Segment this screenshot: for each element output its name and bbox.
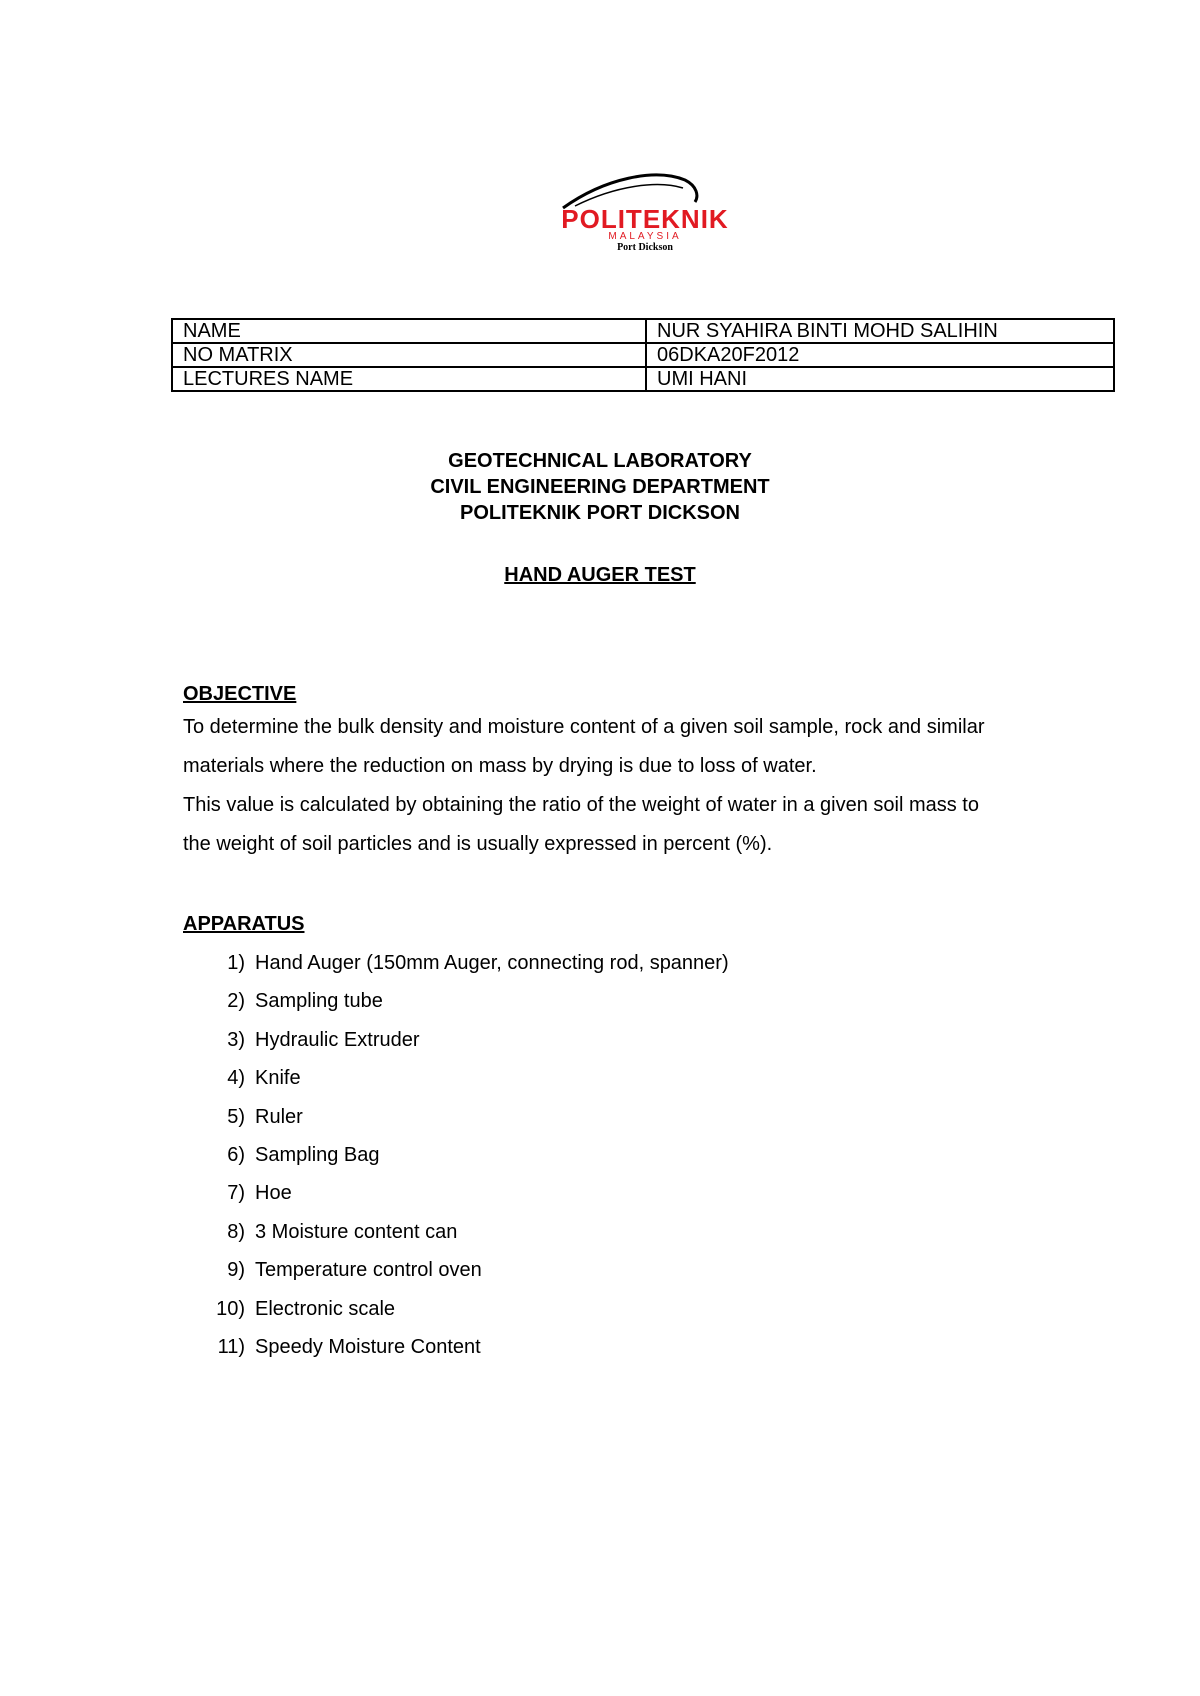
apparatus-heading: APPARATUS	[183, 913, 305, 935]
objective-line: To determine the bulk density and moisture content of a given soil sample, rock and similar	[183, 716, 985, 738]
list-number: 3)	[227, 1028, 245, 1051]
list-number: 1)	[227, 952, 245, 974]
matrix-label: NO MATRIX	[172, 343, 646, 367]
list-item	[183, 944, 1113, 982]
list-text: Sampling tube	[255, 990, 383, 1013]
list-number: 2)	[227, 990, 245, 1013]
logo-graphic	[545, 172, 745, 256]
list-text: Ruler	[255, 1105, 303, 1128]
list-text: Electronic scale	[255, 1297, 396, 1320]
lecturer-label: LECTURES NAME	[172, 367, 646, 391]
objective-line: materials where the reduction on mass by drying is due to loss of water.	[183, 755, 817, 777]
list-item	[183, 982, 1113, 1020]
apparatus-list	[183, 944, 1113, 1366]
list-item	[183, 1136, 1113, 1174]
list-item	[183, 1021, 1113, 1059]
list-item	[183, 1059, 1113, 1097]
list-item	[183, 1290, 1113, 1328]
logo-country-text: MALAYSIA	[608, 231, 682, 242]
list-number: 4)	[227, 1067, 245, 1090]
table-row	[172, 319, 1114, 343]
table-row	[172, 367, 1114, 391]
list-text: 3 Moisture content can	[255, 1220, 458, 1243]
list-text: Hand Auger (150mm Auger, connecting rod, spanner)	[255, 952, 729, 974]
list-item	[183, 1213, 1113, 1251]
list-text: Speedy Moisture Content	[255, 1335, 481, 1358]
list-text: Temperature control oven	[255, 1259, 482, 1282]
objective-line: the weight of soil particles and is usually expressed in percent (%).	[183, 833, 773, 855]
name-label: NAME	[172, 319, 646, 343]
objective-section	[183, 680, 1113, 864]
table-row	[172, 343, 1114, 367]
heading-line: POLITEKNIK PORT DICKSON	[459, 502, 740, 524]
list-number: 10)	[216, 1297, 245, 1320]
student-info-table	[171, 318, 1115, 392]
objective-line: This value is calculated by obtaining the ratio of the weight of water in a given soil mass to	[183, 794, 979, 816]
list-number: 5)	[227, 1105, 245, 1128]
list-number: 7)	[227, 1182, 245, 1205]
heading-line: CIVIL ENGINEERING DEPARTMENT	[430, 476, 770, 498]
document-title: HAND AUGER TEST	[504, 564, 696, 586]
politeknik-logo	[545, 172, 745, 256]
department-heading	[0, 448, 1200, 526]
list-text: Hoe	[255, 1182, 292, 1205]
heading-line: GEOTECHNICAL LABORATORY	[448, 450, 752, 472]
list-number: 9)	[227, 1259, 245, 1282]
apparatus-section	[183, 910, 1113, 1366]
matrix-value: 06DKA20F2012	[646, 343, 1114, 367]
list-item	[183, 1328, 1113, 1366]
logo-campus-text: Port Dickson	[617, 242, 673, 253]
name-value: NUR SYAHIRA BINTI MOHD SALIHIN	[646, 319, 1114, 343]
lecturer-value: UMI HANI	[646, 367, 1114, 391]
list-number: 6)	[227, 1143, 245, 1166]
list-item	[183, 1251, 1113, 1289]
list-text: Knife	[255, 1067, 301, 1090]
logo-brand-text: POLITEKNIK	[561, 204, 729, 234]
list-number: 8)	[227, 1220, 245, 1243]
list-item	[183, 1098, 1113, 1136]
list-number: 11)	[217, 1335, 245, 1358]
list-item	[183, 1174, 1113, 1212]
list-text: Sampling Bag	[255, 1143, 380, 1166]
objective-heading: OBJECTIVE	[183, 683, 297, 705]
list-text: Hydraulic Extruder	[255, 1028, 420, 1051]
